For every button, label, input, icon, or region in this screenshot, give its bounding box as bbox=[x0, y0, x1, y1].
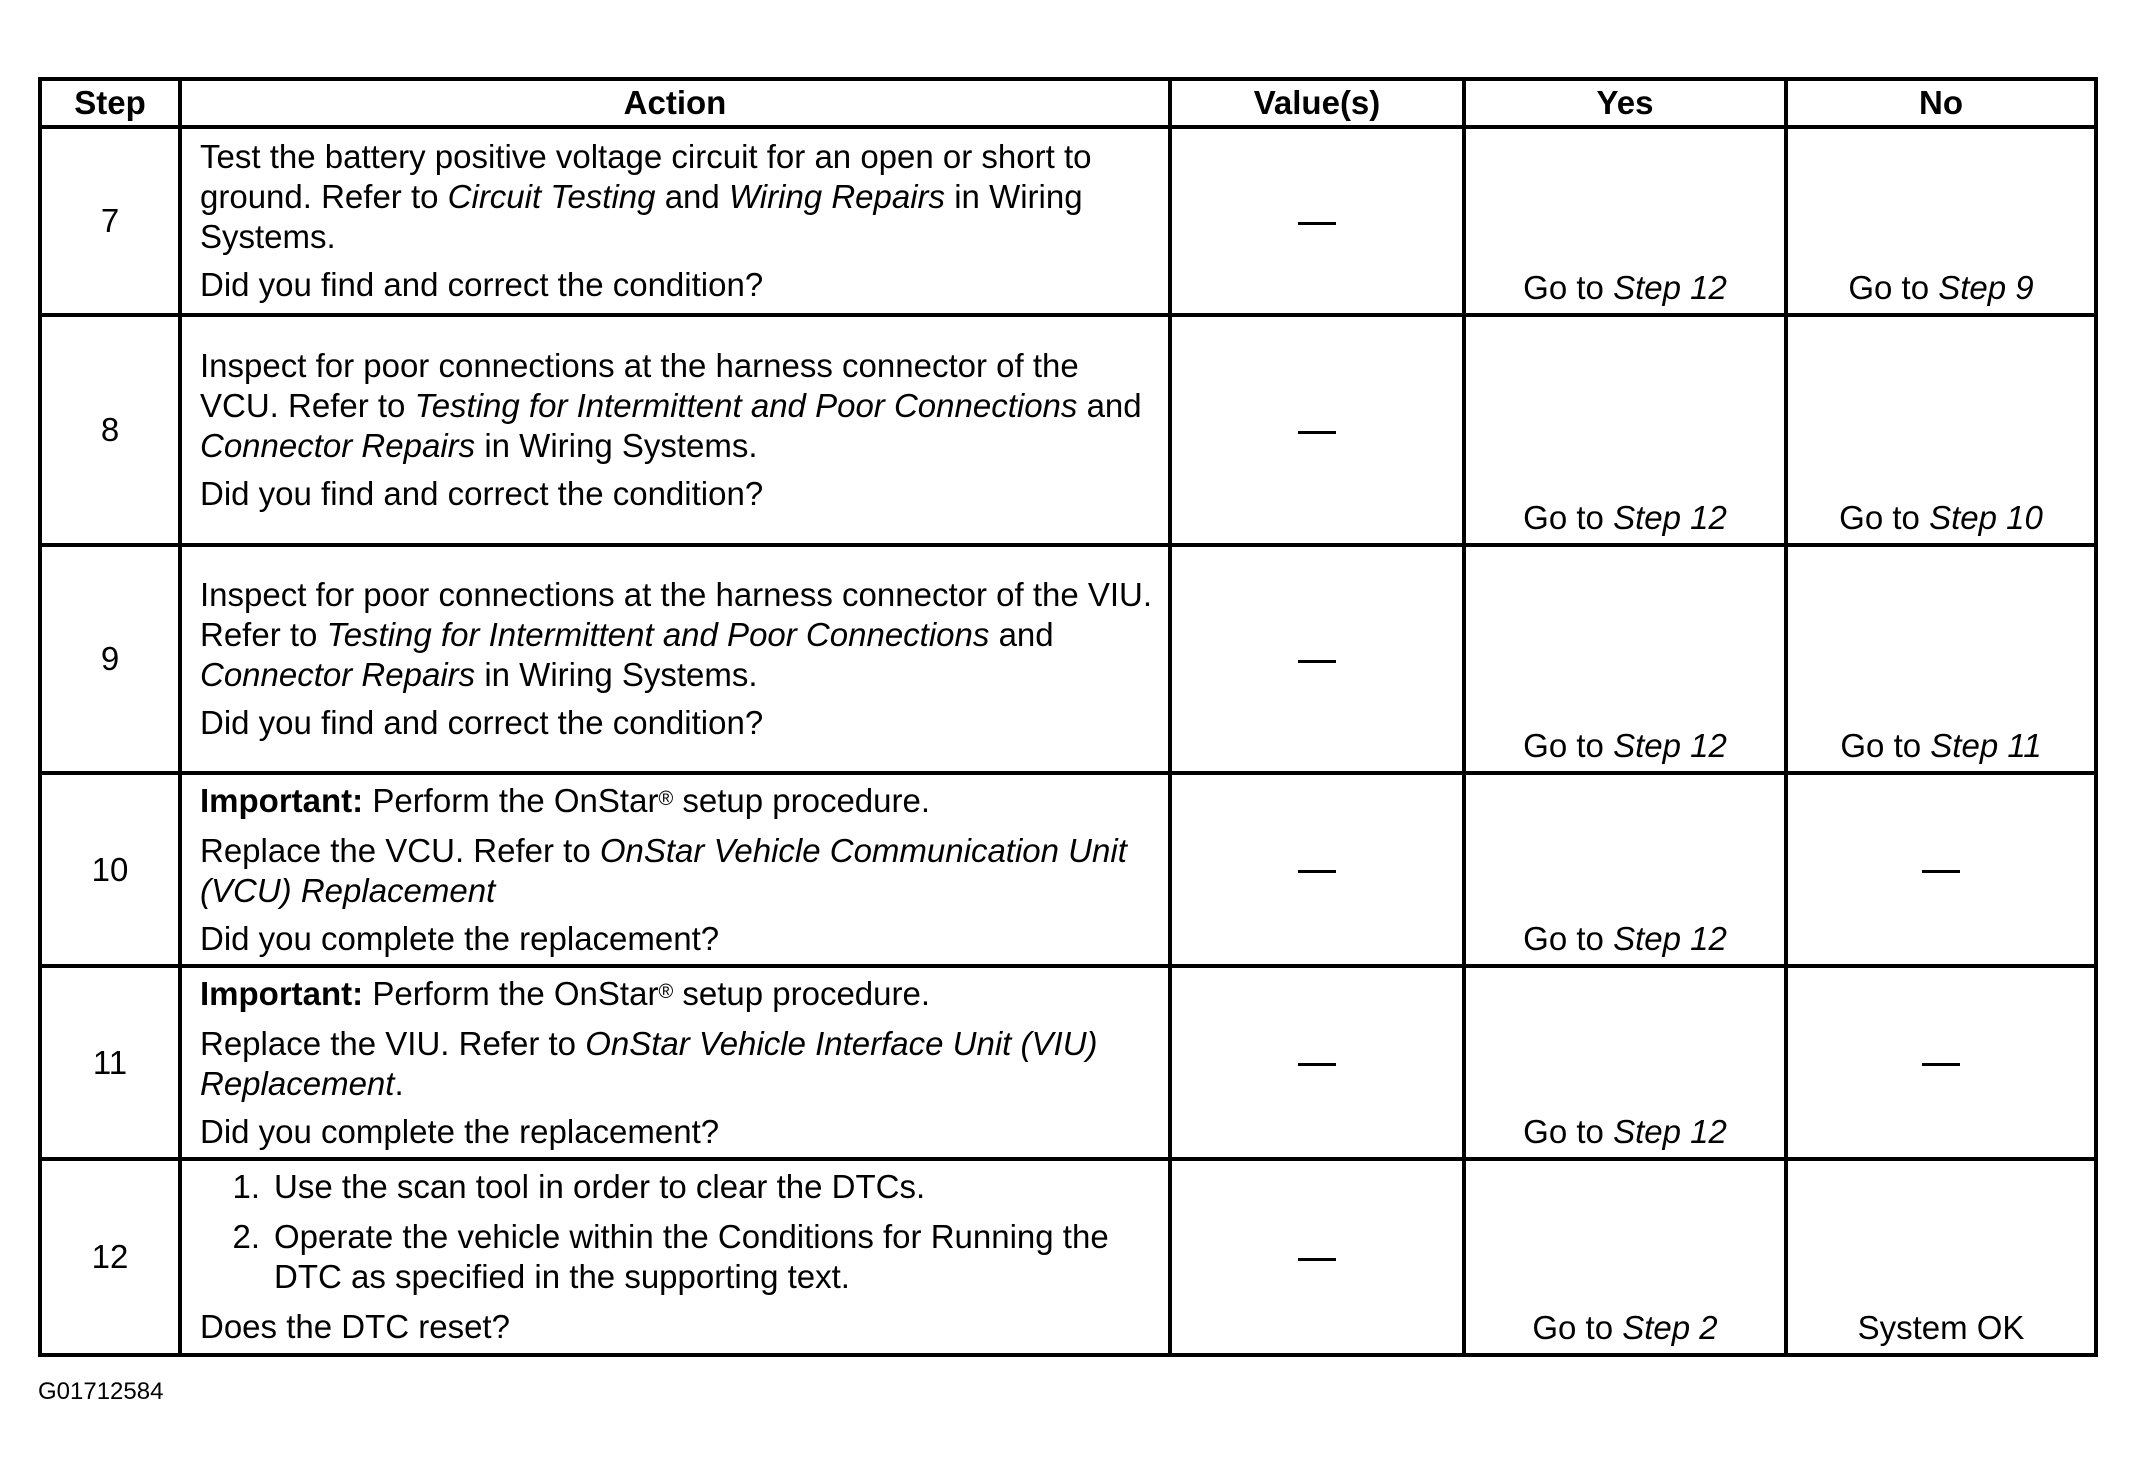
replace-tail: . bbox=[394, 1064, 404, 1102]
go-to-label: Go to bbox=[1523, 727, 1604, 764]
action-text bbox=[200, 781, 1156, 911]
action-question: Did you find and correct the condition? bbox=[200, 704, 764, 741]
important-text: Perform the OnStar bbox=[372, 781, 659, 819]
figure-id: G01712584 bbox=[38, 1378, 164, 1405]
no-step-link: Step 9 bbox=[1938, 269, 2034, 306]
action-text-part: in Wiring Systems. bbox=[200, 178, 1083, 255]
header-values: Value(s) bbox=[1170, 79, 1464, 127]
action-text-part: in Wiring Systems. bbox=[484, 656, 758, 693]
step-number: 8 bbox=[40, 315, 180, 545]
action-question: Does the DTC reset? bbox=[200, 1308, 510, 1345]
no-step-link: Step 11 bbox=[1930, 727, 2042, 764]
reference-link: Circuit Testing bbox=[447, 178, 656, 215]
yes-cell bbox=[1464, 127, 1786, 315]
action-question: Did you complete the replacement? bbox=[200, 919, 720, 957]
table-row-step-8 bbox=[40, 315, 2096, 545]
list-item-number: 1. bbox=[232, 1168, 260, 1205]
no-cell bbox=[1786, 127, 2096, 315]
important-label: Important: bbox=[200, 974, 364, 1012]
no-step-link: Step 10 bbox=[1929, 499, 2043, 536]
replace-text: Replace the VIU. Refer to bbox=[200, 1024, 577, 1062]
header-yes: Yes bbox=[1464, 79, 1786, 127]
action-cell bbox=[180, 1159, 1170, 1355]
list-item-number: 2. bbox=[232, 1218, 260, 1255]
yes-step-link: Step 12 bbox=[1613, 727, 1727, 764]
action-text bbox=[200, 346, 1156, 466]
list-item bbox=[200, 1167, 1156, 1207]
yes-step-link: Step 12 bbox=[1613, 1113, 1727, 1150]
go-to-label: Go to bbox=[1523, 1113, 1604, 1150]
no-cell bbox=[1786, 966, 2096, 1159]
dash-mark bbox=[1298, 870, 1336, 873]
reference-link: Testing for Intermittent and Poor Connections bbox=[326, 616, 990, 653]
important-text: setup procedure. bbox=[682, 781, 931, 819]
important-text: Perform the OnStar bbox=[372, 974, 659, 1012]
step-number: 10 bbox=[40, 773, 180, 966]
action-text-part: Inspect for poor connections at the harness connector of the VIU. Refer to bbox=[200, 576, 1153, 653]
action-text bbox=[200, 575, 1156, 695]
value-cell bbox=[1170, 1159, 1464, 1355]
dash-mark bbox=[1922, 1063, 1960, 1066]
procedure-list bbox=[200, 1167, 1156, 1297]
yes-cell bbox=[1464, 545, 1786, 773]
value-cell bbox=[1170, 127, 1464, 315]
action-text-part: and bbox=[664, 178, 720, 215]
go-to-label: Go to bbox=[1848, 269, 1930, 306]
reference-link: OnStar Vehicle Interface Unit (VIU) Replacement bbox=[200, 1024, 1098, 1102]
table-row-step-10 bbox=[40, 773, 2096, 966]
dash-mark bbox=[1298, 1258, 1336, 1261]
action-cell bbox=[180, 773, 1170, 966]
registered-mark: ® bbox=[658, 787, 674, 810]
reference-link: Connector Repairs bbox=[200, 656, 476, 693]
no-cell bbox=[1786, 315, 2096, 545]
value-cell bbox=[1170, 966, 1464, 1159]
yes-cell bbox=[1464, 315, 1786, 545]
header-action: Action bbox=[180, 79, 1170, 127]
reference-link: Connector Repairs bbox=[200, 427, 476, 464]
registered-mark: ® bbox=[658, 980, 674, 1003]
no-cell bbox=[1786, 773, 2096, 966]
list-item-text: Operate the vehicle within the Conditions for Running the DTC as specified in the supporting text. bbox=[274, 1218, 1109, 1295]
dash-mark bbox=[1298, 222, 1336, 225]
dash-mark bbox=[1922, 870, 1960, 873]
header-step: Step bbox=[40, 79, 180, 127]
yes-cell bbox=[1464, 966, 1786, 1159]
list-item-text: Use the scan tool in order to clear the DTCs. bbox=[274, 1168, 926, 1205]
action-cell bbox=[180, 315, 1170, 545]
step-number: 12 bbox=[40, 1159, 180, 1355]
step-number: 7 bbox=[40, 127, 180, 315]
dash-mark bbox=[1298, 431, 1336, 434]
no-cell: System OK bbox=[1786, 1159, 2096, 1355]
action-text-part: and bbox=[998, 616, 1054, 653]
action-text-part: Test the battery positive voltage circuit for an open or short to ground. Refer to bbox=[200, 138, 1092, 215]
action-question: Did you complete the replacement? bbox=[200, 1112, 720, 1150]
diagnostic-table bbox=[38, 77, 2098, 1357]
yes-step-link: Step 12 bbox=[1613, 269, 1727, 306]
action-text-part: Inspect for poor connections at the harness connector of the VCU. Refer to bbox=[200, 347, 1079, 424]
reference-link: Testing for Intermittent and Poor Connections bbox=[414, 387, 1078, 424]
action-text bbox=[200, 974, 1156, 1104]
dash-mark bbox=[1298, 1063, 1336, 1066]
header-no: No bbox=[1786, 79, 2096, 127]
yes-cell bbox=[1464, 1159, 1786, 1355]
no-cell bbox=[1786, 545, 2096, 773]
value-cell bbox=[1170, 315, 1464, 545]
header-row bbox=[40, 79, 2096, 127]
go-to-label: Go to bbox=[1523, 920, 1604, 957]
yes-step-link: Step 12 bbox=[1613, 920, 1727, 957]
action-text-part: and bbox=[1086, 387, 1142, 424]
reference-link: OnStar Vehicle Communication Unit (VCU) Replacement bbox=[200, 831, 1127, 909]
action-text-part: in Wiring Systems. bbox=[484, 427, 758, 464]
table-row-step-9 bbox=[40, 545, 2096, 773]
action-question: Did you find and correct the condition? bbox=[200, 266, 764, 303]
action-cell bbox=[180, 127, 1170, 315]
important-label: Important: bbox=[200, 781, 364, 819]
action-question: Did you find and correct the condition? bbox=[200, 475, 764, 512]
yes-step-link: Step 2 bbox=[1622, 1309, 1718, 1346]
yes-step-link: Step 12 bbox=[1613, 499, 1727, 536]
value-cell bbox=[1170, 773, 1464, 966]
step-number: 9 bbox=[40, 545, 180, 773]
go-to-label: Go to bbox=[1523, 499, 1604, 536]
go-to-label: Go to bbox=[1532, 1309, 1614, 1346]
dash-mark bbox=[1298, 660, 1336, 663]
action-cell bbox=[180, 966, 1170, 1159]
replace-text: Replace the VCU. Refer to bbox=[200, 831, 591, 869]
go-to-label: Go to bbox=[1839, 499, 1920, 536]
go-to-label: Go to bbox=[1840, 727, 1922, 764]
table-row-step-12 bbox=[40, 1159, 2096, 1355]
yes-cell bbox=[1464, 773, 1786, 966]
step-number: 11 bbox=[40, 966, 180, 1159]
action-cell bbox=[180, 545, 1170, 773]
action-text bbox=[200, 137, 1156, 257]
important-text: setup procedure. bbox=[682, 974, 931, 1012]
reference-link: Wiring Repairs bbox=[728, 178, 946, 215]
list-item bbox=[200, 1217, 1156, 1297]
table-row-step-11 bbox=[40, 966, 2096, 1159]
value-cell bbox=[1170, 545, 1464, 773]
table-row-step-7 bbox=[40, 127, 2096, 315]
go-to-label: Go to bbox=[1523, 269, 1604, 306]
